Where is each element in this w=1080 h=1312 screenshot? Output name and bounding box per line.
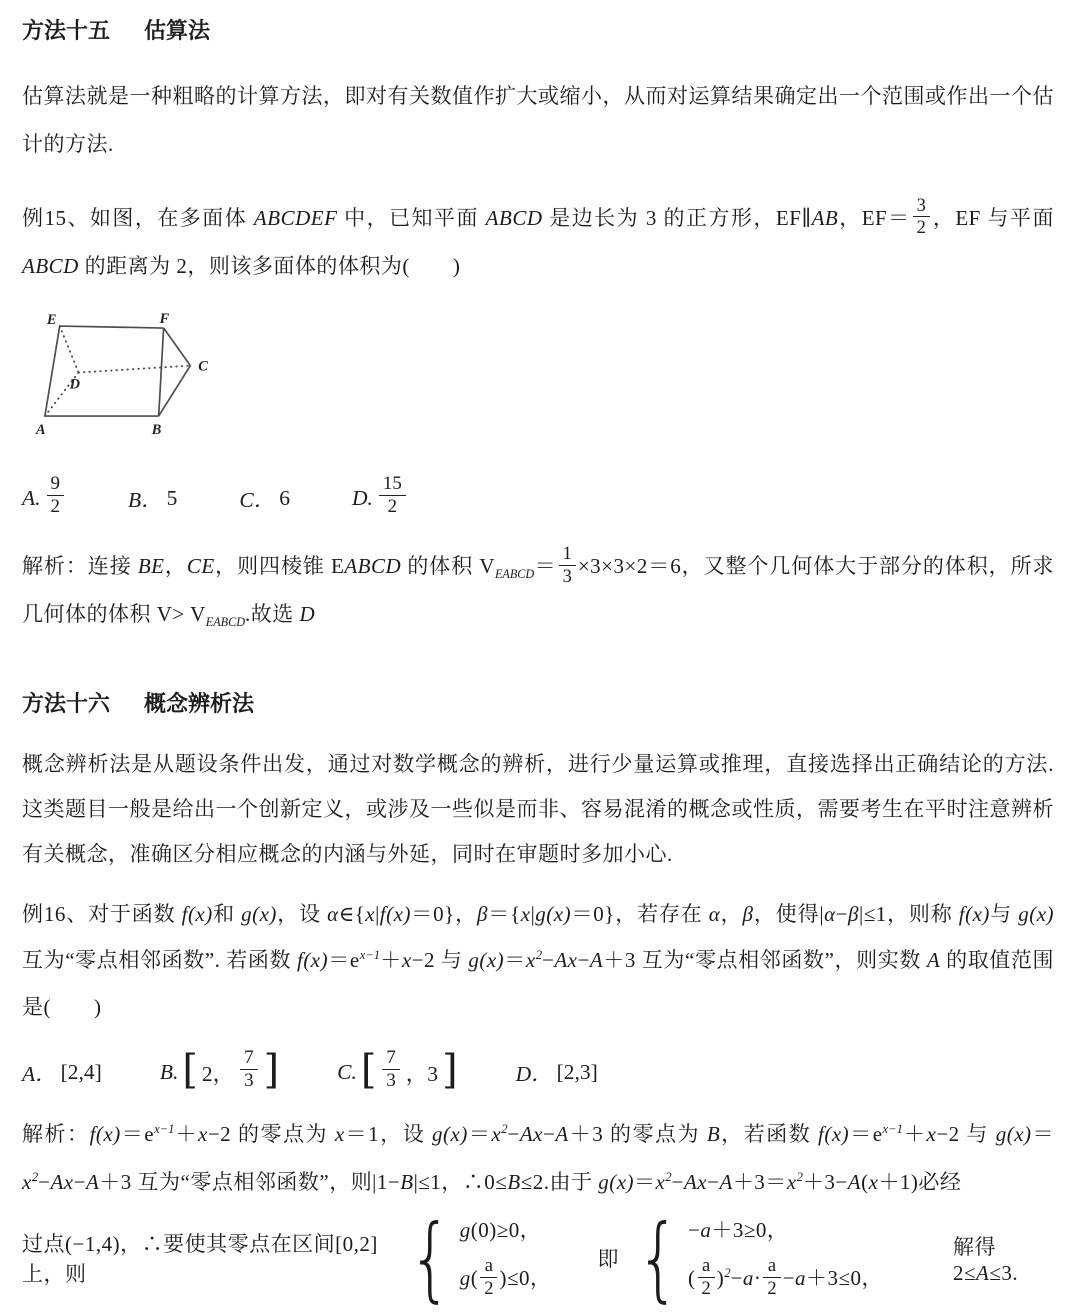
example-15-stem: 例15、如图，在多面体 ABCDEF 中，已知平面 ABCD 是边长为 3 的正方形，EF∥AB，EF＝ $\frac{3}{2}$ ，EF 与平面 ABCD 的距离为 2，则该多面体的体积为( ) <box>22 194 1054 278</box>
method-16-title: 概念辨析法 <box>144 690 255 716</box>
choice-d: D. $\frac{15}{2}$ <box>352 476 408 522</box>
choice-c: C． 6 <box>239 485 290 512</box>
equation-system-1 <box>401 1204 552 1312</box>
final-answer-text: 解得 2≤A≤3. <box>953 1234 1019 1285</box>
system2-line1: −a＋3≥0， <box>688 1217 789 1242</box>
method-16-intro: 概念辨析法是从题设条件出发，通过对数学概念的辨析，进行少量运算或推理，直接选择出正确结论的方法. 这类题目一般是给出一个创新定义，或涉及一些似是而非、容易混淆的概念或性质，需要考生在平时注意辨析有关概念，准确区分相应概念的内涵与外延，同时在审题时多加小心. <box>22 751 1054 867</box>
example-16-stem: 例16、对于函数 f(x)和 g(x)，设 α∈{x|f(x)＝0}，β＝{x|g(x)＝0}，若存在 α，β，使得|α−β|≤1，则称 f(x)与 g(x)互为“零点相邻函数”. 若函数 $f(x)=e^{x-1}+x-2$ 与 $g(x)=x^2-Ax-A+3$ 互为“零点相邻函数”，则实数 A 的取值范围是( ) <box>22 902 1055 1019</box>
choice-c: C. [ $\frac{7}{3}$ ，3 ] <box>337 1046 458 1093</box>
choice-a: A． [2,4] <box>22 1060 102 1087</box>
figure-label-b: B <box>151 421 162 438</box>
final-mid-text: 即 <box>597 1247 619 1272</box>
example-16-solution: 解析：$f(x)=e^{x-1}+x-2$ 的零点为 x＝1，设 $g(x)=x^2-Ax-A+3$ 的零点为 B，若函数 $f(x)=e^{x-1}+x-2$ 与 $g(x)=x^2-Ax-A+3$ 互为“零点相邻函数”，则|1−B|≤1，∴0≤B≤2.由于 $g(x)=x^2-Ax-A+3=x^2+3-A(x+1)$必经 <box>22 1122 1055 1194</box>
method-16-heading <box>22 687 1054 718</box>
choice-a: A. $\frac{9}{2}$ <box>22 476 66 522</box>
method-15-intro: 估算法就是一种粗略的计算方法，即对有关数值作扩大或缩小，从而对运算结果确定出一个范围或作出一个估计的方法. <box>22 84 1054 156</box>
left-brace-icon: { <box>408 1204 453 1312</box>
section-method-16 <box>22 687 1055 1312</box>
method-15-title: 估算法 <box>144 18 211 43</box>
figure-label-c: C <box>198 358 208 375</box>
figure-label-a: A <box>35 421 46 438</box>
final-lead-text: 过点(−1,4)，∴要使其零点在区间[0,2]上，则 <box>22 1232 378 1287</box>
method-15-heading <box>22 14 1054 45</box>
section-method-15 <box>22 14 1054 639</box>
polyhedron-figure <box>34 311 1054 450</box>
figure-label-d: D <box>69 375 80 392</box>
method-16-number: 方法十六 <box>22 690 111 716</box>
left-brace-icon: { <box>636 1204 681 1312</box>
dashed-edges <box>45 326 190 416</box>
method-15-number: 方法十五 <box>22 18 111 43</box>
example-15-solution: 解析：连接 BE，CE，则四棱锥 EABCD 的体积 $V_{EABCD}=$ $\frac{1}{3}$ ×3×3×2＝6，又整个几何体大于部分的体积，所求几何体的体积 $V> V_{EABCD}$.故选 D <box>22 543 1055 630</box>
system2-line2: ( $\frac{a}{2}$ )$^2$−a· $\frac{a}{2}$ −a＋3≤0， <box>688 1254 884 1298</box>
solid-edges <box>45 326 190 416</box>
polyhedron-svg <box>34 311 222 445</box>
example-16-choices <box>22 1046 1054 1096</box>
system1-line2: g( $\frac{a}{2}$ )≤0， <box>459 1254 552 1298</box>
example-16-final-line <box>22 1204 1054 1312</box>
figure-label-f: F <box>159 310 170 327</box>
system1-line1: g(0)≥0， <box>459 1217 542 1242</box>
choice-b: B． 5 <box>127 485 178 512</box>
example-15-choices <box>22 472 1054 522</box>
choice-d: D． [2,3] <box>515 1060 598 1087</box>
equation-system-2 <box>629 1204 884 1312</box>
choice-b: B. [ 2， $\frac{7}{3}$ ] <box>159 1046 280 1093</box>
figure-label-e: E <box>46 311 57 328</box>
